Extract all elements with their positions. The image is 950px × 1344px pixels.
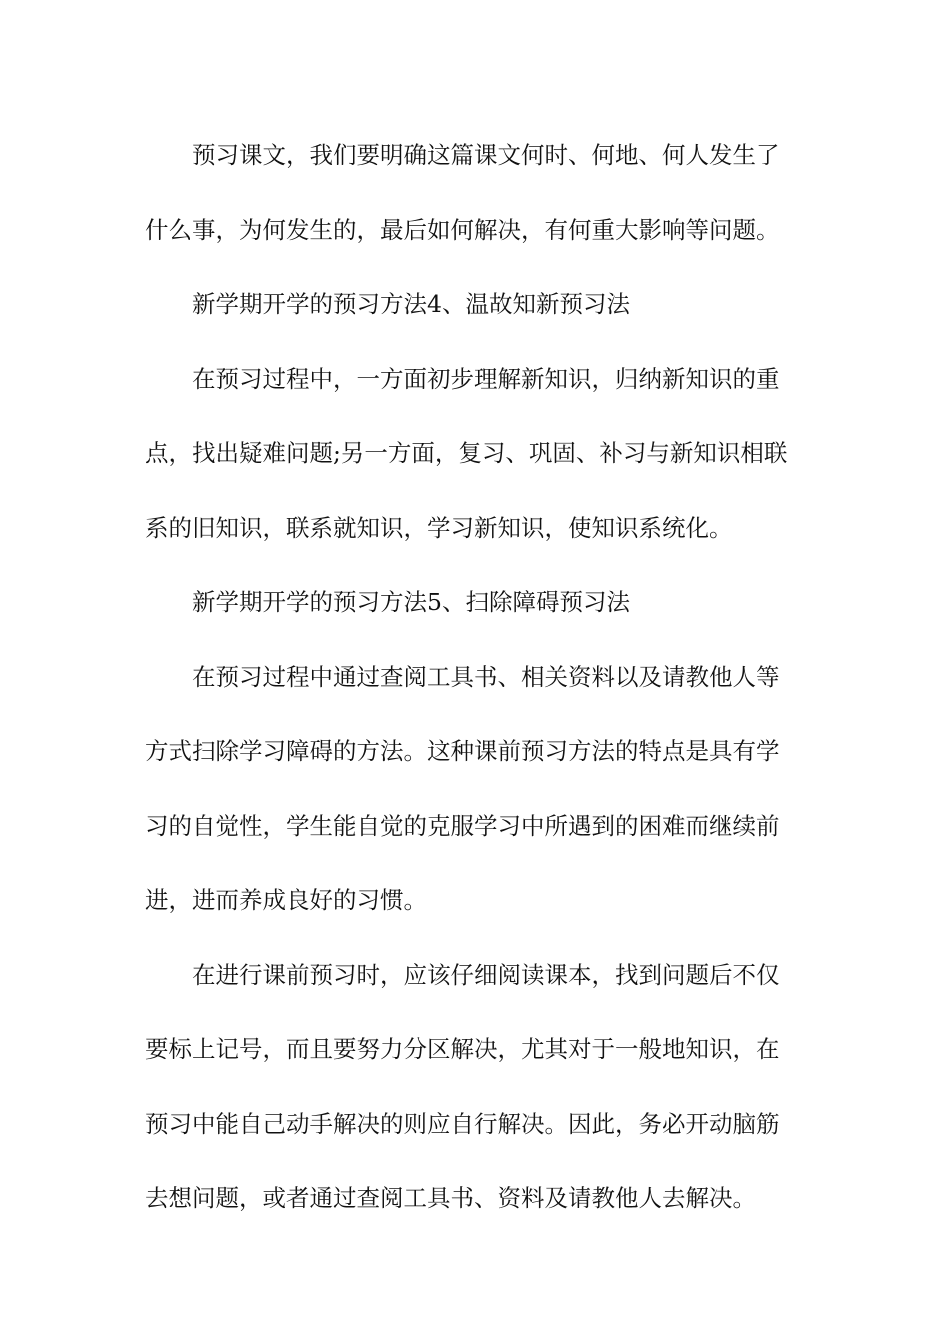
section-heading: 新学期开学的预习方法5、扫除障碍预习法 bbox=[192, 588, 630, 616]
paragraph-line: 什么事，为何发生的，最后如何解决，有何重大影响等问题。 bbox=[145, 215, 780, 244]
section-heading: 新学期开学的预习方法4、温故知新预习法 bbox=[192, 290, 630, 318]
paragraph-line: 方式扫除学习障碍的方法。这种课前预习方法的特点是具有学 bbox=[145, 737, 780, 765]
paragraph-line: 系的旧知识，联系就知识，学习新知识，使知识系统化。 bbox=[145, 513, 733, 542]
document-body bbox=[145, 118, 807, 1236]
paragraph-line: 习的自觉性，学生能自觉的克服学习中所遇到的困难而继续前 bbox=[145, 811, 780, 840]
paragraph-line: 在预习过程中通过查阅工具书、相关资料以及请教他人等 bbox=[192, 662, 780, 691]
paragraph-line: 预习中能自己动手解决的则应自行解决。因此，务必开动脑筋 bbox=[145, 1109, 780, 1138]
paragraph-line: 去想问题，或者通过查阅工具书、资料及请教他人去解决。 bbox=[145, 1184, 756, 1212]
paragraph-line: 点，找出疑难问题;另一方面，复习、巩固、补习与新知识相联 bbox=[145, 439, 788, 467]
paragraph-line: 进，进而养成良好的习惯。 bbox=[145, 886, 427, 914]
paragraph-line: 要标上记号，而且要努力分区解决，尤其对于一般地知识，在 bbox=[145, 1035, 780, 1063]
paragraph-line: 预习课文，我们要明确这篇课文何时、何地、何人发生了 bbox=[192, 141, 780, 169]
paragraph-line: 在预习过程中，一方面初步理解新知识，归纳新知识的重 bbox=[192, 364, 780, 393]
paragraph-line: 在进行课前预习时，应该仔细阅读课本，找到问题后不仅 bbox=[192, 960, 780, 989]
